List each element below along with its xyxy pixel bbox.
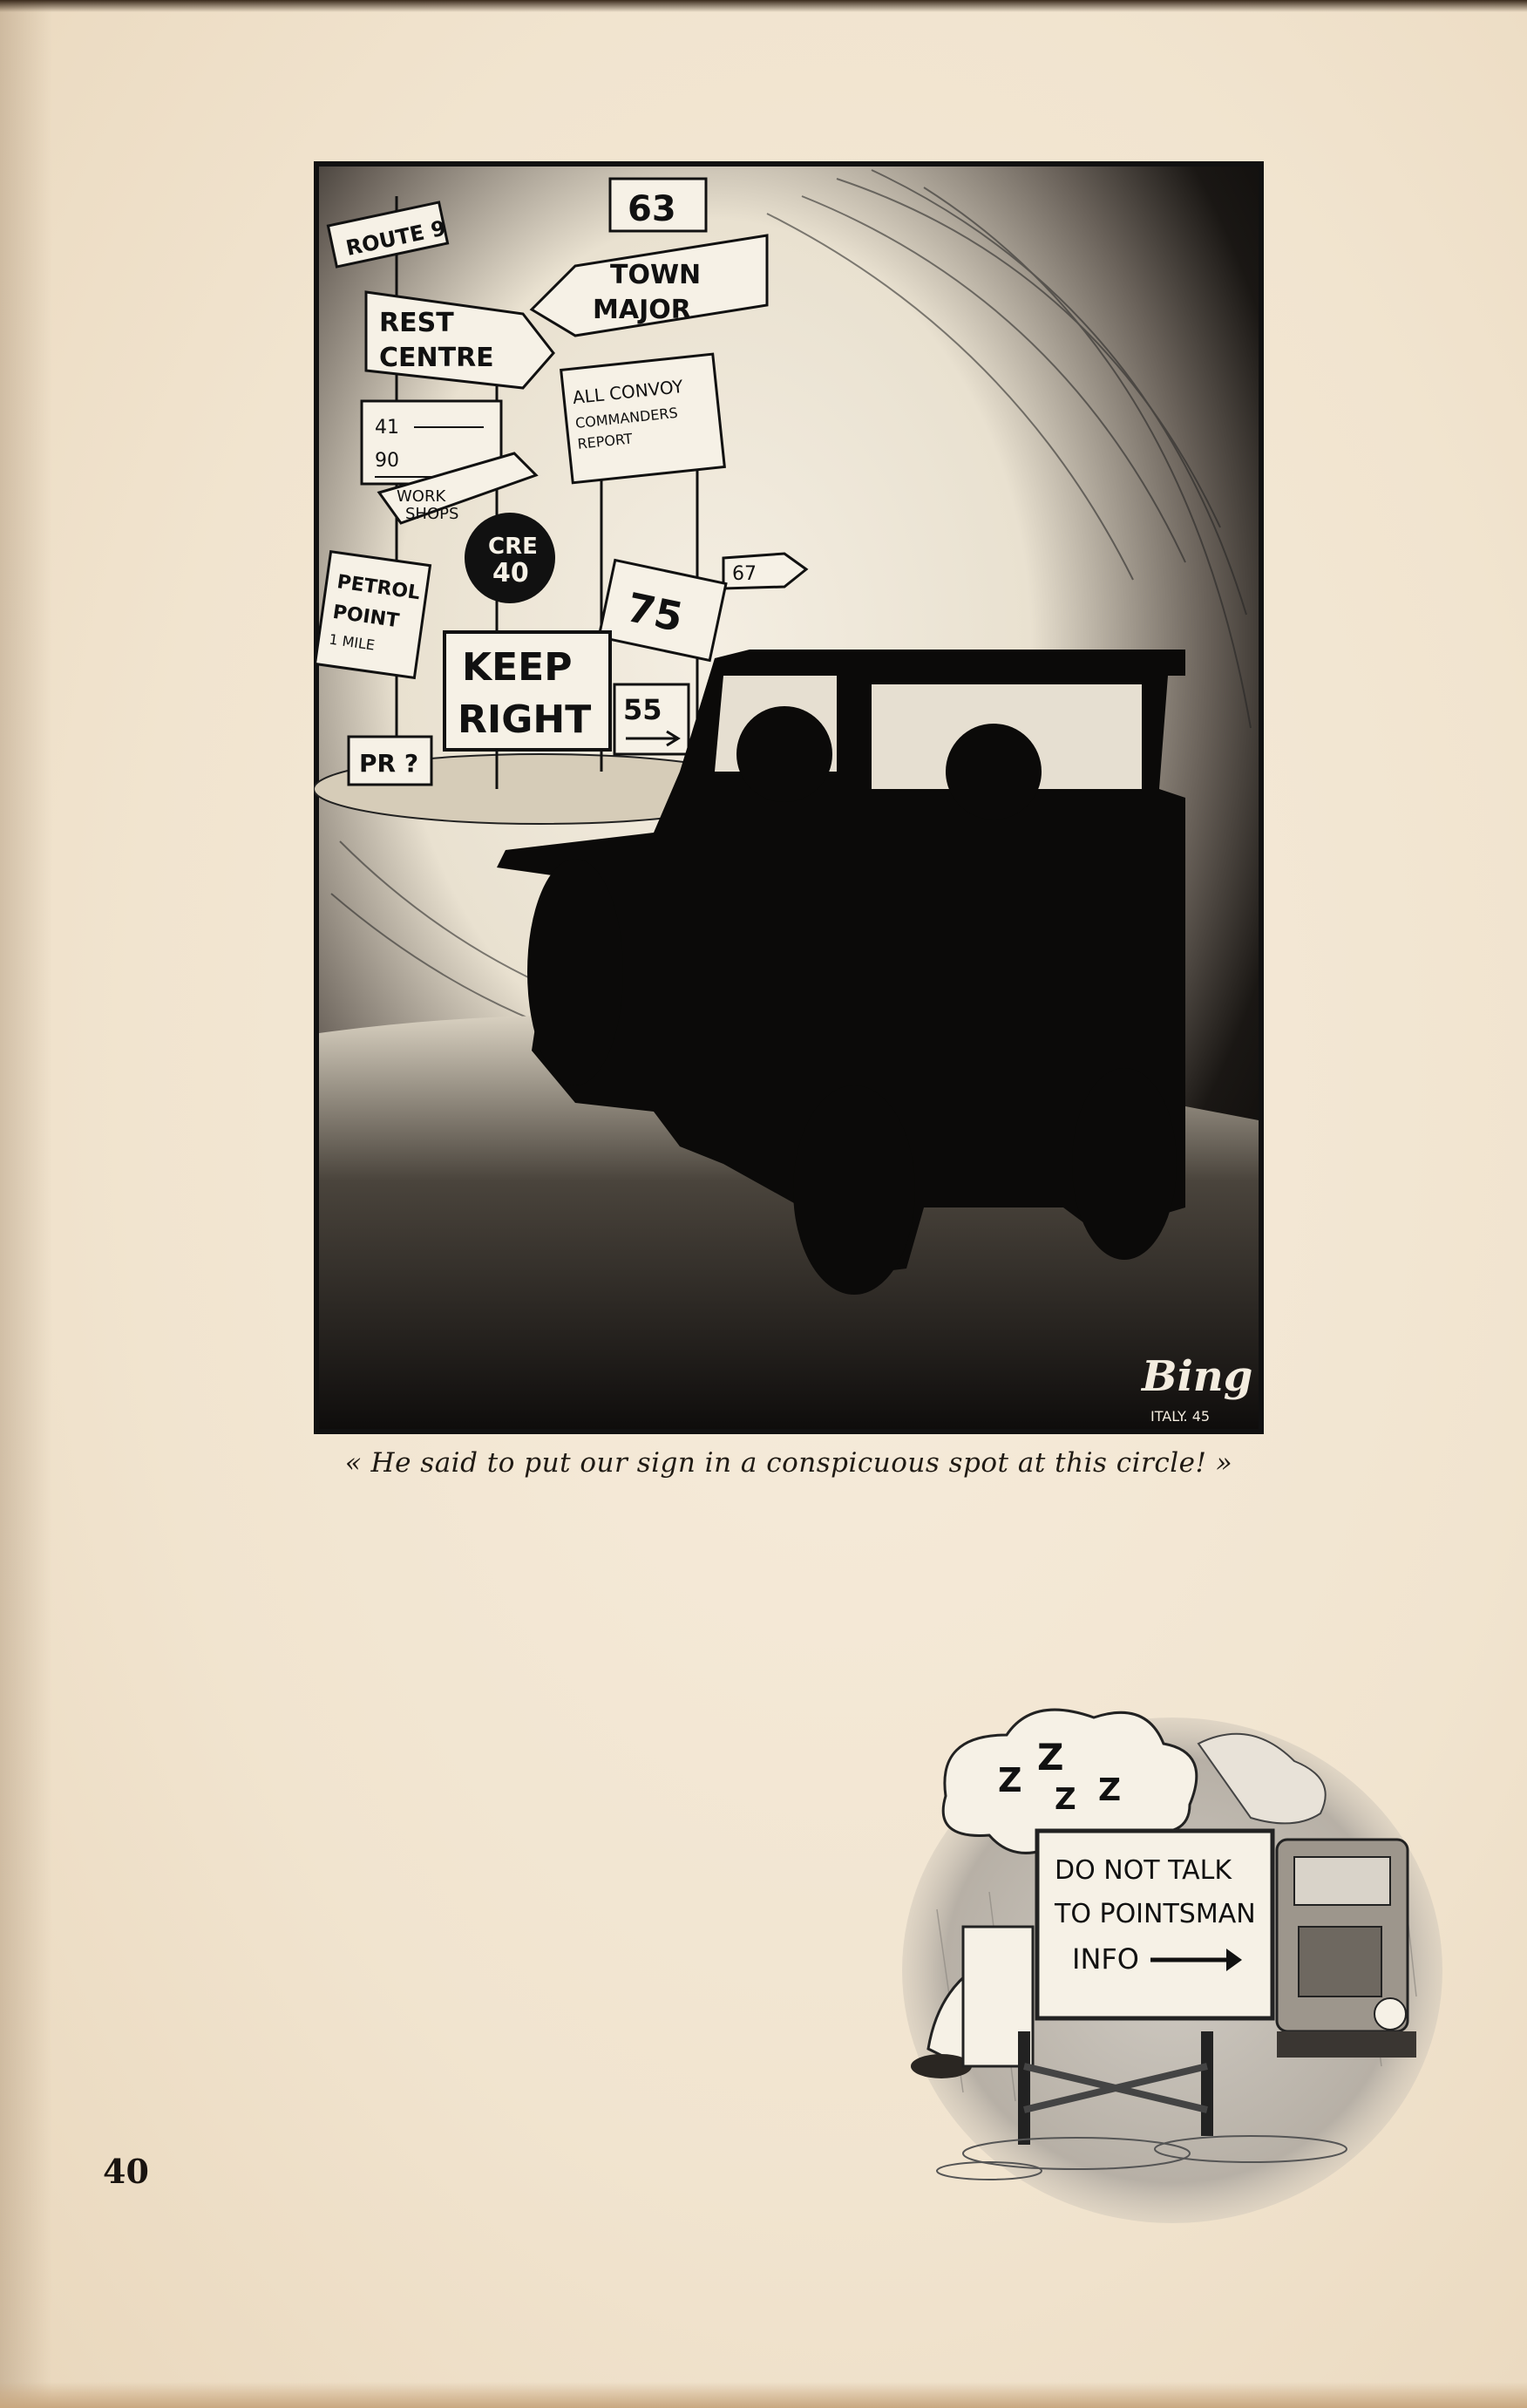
svg-text:Z: Z — [1055, 1782, 1076, 1817]
svg-text:RIGHT: RIGHT — [458, 697, 592, 742]
svg-text:TOWN: TOWN — [610, 260, 702, 290]
svg-text:REST: REST — [379, 308, 454, 338]
sign-55 — [614, 684, 689, 754]
cartoon-caption: « He said to put our sign in a conspicuous spot at this circle! » — [344, 1447, 1233, 1479]
page-top-edge — [0, 0, 1527, 12]
svg-text:Z: Z — [1037, 1736, 1064, 1779]
svg-text:63: 63 — [628, 189, 676, 229]
page-gutter-shadow — [0, 0, 52, 2408]
sign-pr — [349, 737, 431, 785]
svg-text:COMMANDERS: COMMANDERS — [574, 404, 679, 432]
sign-convoy — [561, 354, 725, 483]
svg-text:55: 55 — [623, 693, 662, 726]
svg-text:CRE: CRE — [488, 534, 538, 560]
svg-text:ALL CONVOY: ALL CONVOY — [571, 375, 684, 409]
svg-text:ROUTE 9: ROUTE 9 — [343, 215, 448, 261]
svg-text:POINT: POINT — [331, 601, 401, 633]
pointsman-vignette — [885, 1683, 1442, 2223]
sign-number-63 — [610, 179, 706, 231]
svg-text:1 MILE: 1 MILE — [328, 630, 377, 654]
svg-text:CENTRE: CENTRE — [379, 343, 494, 373]
truck — [1277, 1840, 1416, 2058]
svg-text:DO NOT TALK: DO NOT TALK — [1055, 1855, 1232, 1886]
page-bottom-edge — [0, 2382, 1527, 2408]
svg-text:MAJOR: MAJOR — [593, 295, 691, 325]
main-cartoon — [314, 161, 1264, 1434]
artist-signature: Bing — [1142, 1352, 1253, 1401]
svg-text:TO POINTSMAN: TO POINTSMAN — [1055, 1899, 1256, 1929]
svg-text:67: 67 — [732, 563, 757, 585]
sign-keep-right — [445, 632, 610, 750]
sign-cre-40 — [465, 513, 555, 603]
signature-note: ITALY. 45 — [1150, 1408, 1211, 1425]
page-number: 40 — [103, 2152, 149, 2191]
svg-text:90: 90 — [375, 450, 399, 472]
svg-text:PR ?: PR ? — [359, 749, 419, 778]
svg-text:INFO: INFO — [1072, 1942, 1139, 1976]
svg-text:WORK: WORK — [397, 487, 446, 506]
svg-text:KEEP: KEEP — [462, 645, 573, 690]
svg-text:PETROL: PETROL — [336, 571, 422, 605]
svg-text:75: 75 — [622, 583, 688, 642]
svg-text:41: 41 — [375, 417, 399, 439]
sign-petrol-point — [316, 552, 431, 678]
svg-text:Z: Z — [1098, 1772, 1122, 1808]
svg-text:Z: Z — [998, 1761, 1022, 1799]
svg-text:SHOPS: SHOPS — [405, 505, 459, 523]
svg-text:REPORT: REPORT — [576, 430, 634, 452]
svg-text:40: 40 — [492, 558, 529, 588]
